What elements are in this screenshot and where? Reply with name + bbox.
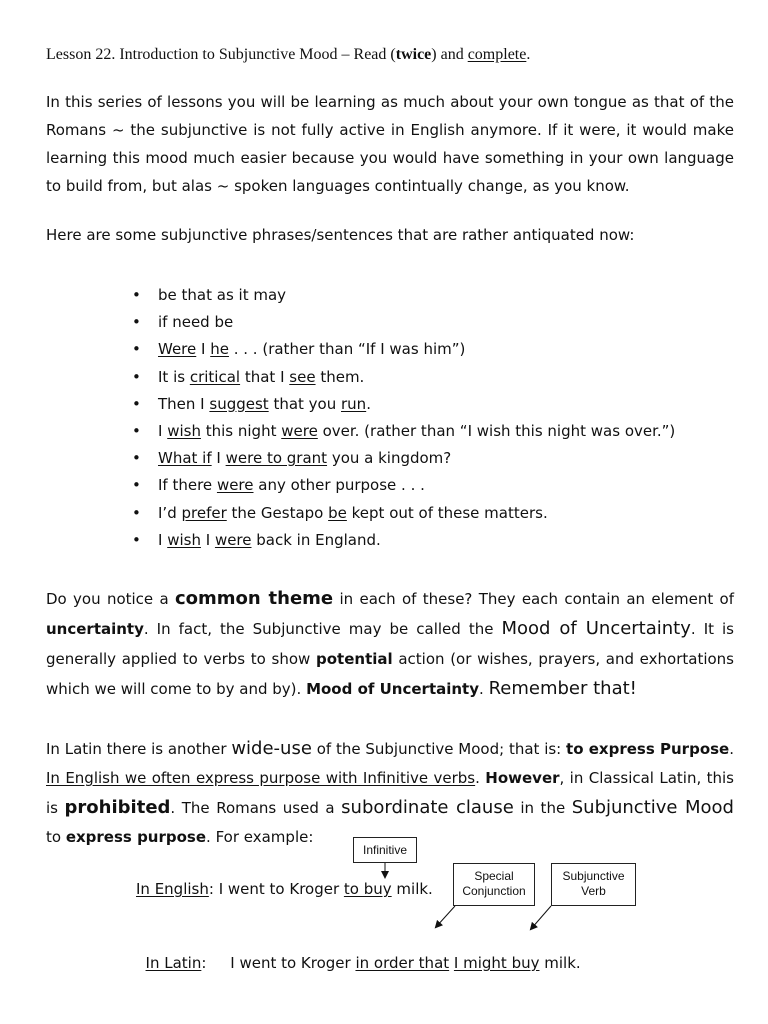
subjunctive-verb-box (551, 863, 636, 906)
english-label: In English (136, 880, 209, 898)
latin-text: of the Subjunctive Mood; that is: (311, 740, 567, 758)
phrase-text: I (196, 340, 211, 359)
express-purpose-emphasis: to express Purpose (566, 740, 730, 758)
however-emphasis: However (485, 769, 560, 787)
latin-text: . The Romans used a (170, 799, 342, 817)
title-mid: ) and (431, 46, 468, 63)
theme-paragraph (46, 584, 734, 704)
phrase-underline: prefer (181, 503, 227, 522)
phrase-text: be that as it may (158, 286, 287, 304)
phrase-text: kept out of these matters. (346, 503, 548, 522)
phrase-text: If there (158, 476, 217, 495)
example-text: milk. (539, 954, 581, 972)
phrase-underline: critical (189, 367, 241, 386)
phrase-text: if need be (158, 313, 234, 332)
phrase-text: I (200, 530, 215, 549)
infinitive-label-box (353, 837, 417, 863)
latin-text: in the (513, 799, 572, 817)
phrase-text: I (211, 449, 226, 468)
phrase-underline: were (214, 530, 252, 549)
latin-label: In Latin (145, 954, 202, 972)
phrase-text: I’d (158, 503, 182, 522)
list-item (132, 445, 675, 472)
phrase-underline: were (281, 421, 318, 440)
subjunctive-arrow (531, 906, 551, 929)
list-item (132, 391, 675, 418)
latin-text: In Latin there is another (46, 740, 232, 758)
phrase-text: . (366, 394, 371, 413)
potential-emphasis: potential (316, 650, 393, 668)
list-item (132, 336, 675, 363)
antiquated-intro: Here are some subjunctive phrases/sentences that are rather antiquated now: (46, 226, 635, 244)
list-item (132, 282, 675, 309)
phrase-underline: were (216, 476, 254, 495)
phrase-underline: be (328, 503, 347, 522)
phrase-text: any other purpose . . . (253, 476, 425, 495)
phrase-underline: run (341, 394, 367, 413)
theme-text: action (or wishes, prayers, and exhortations which we will come to by and by). (46, 650, 734, 698)
conjunction-label: Conjunction (462, 884, 526, 898)
phrase-text: that you (268, 394, 341, 413)
phrase-text: . . . (rather than “If I was him”) (228, 340, 466, 359)
mood-of-uncertainty-bold: Mood of Uncertainty (306, 680, 480, 698)
phrase-underline: see (289, 367, 316, 386)
verb-label: Verb (581, 884, 606, 898)
common-theme-emphasis: common theme (175, 588, 334, 609)
remember-that: Remember that! (488, 678, 637, 699)
phrase-underline: suggest (209, 394, 269, 413)
latin-text: . (475, 769, 486, 787)
title-twice: twice (395, 46, 432, 63)
list-item (132, 527, 675, 554)
uncertainty-emphasis: uncertainty (46, 620, 144, 638)
theme-text: . It is generally applied to verbs to show (46, 620, 735, 668)
latin-text: , in Classical Latin, this is (46, 769, 734, 817)
phrase-text: It is (158, 367, 190, 386)
latin-text: . For example: (206, 828, 314, 846)
phrase-underline: What if (158, 449, 212, 468)
title-prefix: Lesson 22. Introduction to Subjunctive Mood – Read ( (46, 46, 396, 63)
theme-text: . (479, 680, 489, 698)
intro-paragraph: In this series of lessons you will be learning as much about your own tongue as that of the Romans ~ the subjunctive is not fully active in English anymore. If it were, it would make learning this mood much easier because you would have something in your own language to build from, but alas ~ spoken languages contintually change, as you know. (46, 93, 734, 195)
phrase-text: the Gestapo (226, 503, 329, 522)
list-item (132, 364, 675, 391)
latin-text: . (729, 740, 735, 758)
lesson-title (46, 46, 530, 64)
phrase-underline: wish (167, 530, 201, 549)
theme-text: Do you notice a (46, 590, 175, 608)
phrase-text: back in England. (251, 530, 381, 549)
mood-of-uncertainty-emphasis: Mood of Uncertainty (501, 618, 691, 639)
phrase-text: Then I (158, 394, 210, 413)
example-text: : I went to Kroger (201, 954, 356, 972)
special-conjunction-box (453, 863, 535, 906)
phrase-text: that I (240, 367, 290, 386)
subjunctive-phrase-list (132, 282, 675, 554)
prohibited-emphasis: prohibited (64, 797, 171, 818)
infinitive-label: Infinitive (362, 843, 408, 857)
list-item (132, 309, 675, 336)
subjunctive-mood-emphasis: Subjunctive Mood (571, 797, 734, 818)
latin-example (136, 936, 581, 972)
i-might-buy-underline: I might buy (453, 954, 540, 972)
phrase-underline: were to grant (225, 449, 328, 468)
theme-text: . In fact, the Subjunctive may be called the (143, 620, 502, 638)
subjunctive-label: Subjunctive (562, 869, 625, 883)
phrase-text: over. (rather than “I wish this night was over.”) (317, 421, 676, 440)
phrase-underline: he (210, 340, 229, 359)
phrase-underline: wish (167, 421, 201, 440)
list-item (132, 500, 675, 527)
phrase-text: you a kingdom? (327, 449, 452, 468)
latin-text: to (46, 828, 66, 846)
subordinate-clause-emphasis: subordinate clause (341, 797, 514, 818)
phrase-text: them. (315, 367, 365, 386)
title-complete: complete (467, 46, 527, 63)
to-buy-underline: to buy (343, 880, 392, 898)
theme-text: in each of these? They each contain an element of (333, 590, 734, 608)
example-text: milk. (391, 880, 433, 898)
list-item (132, 472, 675, 499)
example-text: : I went to Kroger (208, 880, 344, 898)
phrase-underline: Were (158, 340, 197, 359)
english-infinitive-underline: In English we often express purpose with Infinitive verbs (46, 769, 476, 787)
list-item (132, 418, 675, 445)
phrase-text: I (158, 421, 168, 440)
wide-use-emphasis: wide-use (231, 738, 312, 759)
latin-purpose-paragraph (46, 734, 734, 852)
title-end: . (526, 46, 531, 63)
phrase-text: I (158, 530, 168, 549)
english-example (136, 880, 433, 898)
express-purpose-bold: express purpose (65, 828, 207, 846)
conjunction-arrow (436, 906, 455, 927)
special-label: Special (474, 869, 514, 883)
in-order-that-underline: in order that (355, 954, 450, 972)
phrase-text: this night (200, 421, 282, 440)
